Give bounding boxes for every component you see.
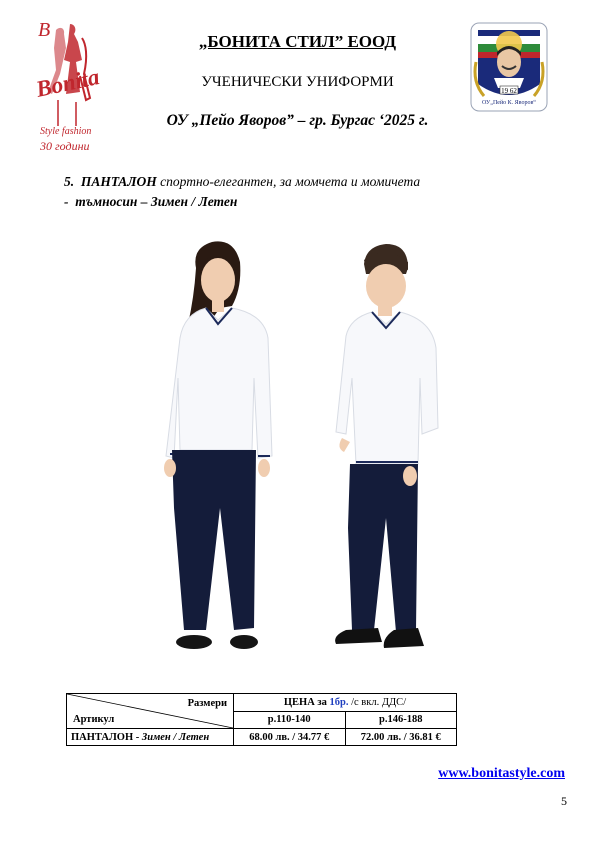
sizes-header: Размери	[187, 698, 227, 709]
variant-prefix: -	[64, 194, 69, 209]
table-corner-header	[67, 694, 234, 729]
product-description: спортно-елегантен, за момчета и момичета	[160, 174, 421, 189]
price-size-2: 72.00 лв. / 36.81 €	[345, 729, 457, 746]
size-range-1: р.110-140	[234, 711, 346, 729]
website-link[interactable]: www.bonitastyle.com	[438, 766, 565, 781]
price-header-vat: /с вкл. ДДС/	[348, 696, 407, 708]
emblem-caption: ОУ„Пейо К. Яворов“	[482, 100, 536, 106]
table-row	[67, 729, 457, 746]
article-name-label: ПАНТАЛОН -	[71, 731, 142, 743]
logo-mark: B	[38, 19, 51, 41]
article-name	[67, 729, 234, 746]
price-header	[234, 694, 457, 712]
price-size-1: 68.00 лв. / 34.77 €	[234, 729, 346, 746]
product-variant	[64, 194, 237, 210]
price-header-unit: 1бр.	[329, 696, 349, 708]
logo-years: 30 години	[40, 139, 90, 153]
emblem-year: 19 62	[501, 87, 517, 95]
page-number: 5	[561, 794, 567, 808]
article-variant: Зимен / Летен	[141, 731, 210, 743]
product-name: ПАНТАЛОН	[80, 174, 157, 189]
variant-text: тъмносин – Зимен / Летен	[75, 194, 238, 209]
catalog-subtitle: УЧЕНИЧЕСКИ УНИФОРМИ	[201, 74, 394, 90]
logo-name: Bonita	[33, 64, 102, 102]
product-number: 5.	[64, 174, 75, 189]
size-range-2: р.146-188	[345, 711, 457, 729]
price-header-label: ЦЕНА за	[283, 696, 330, 708]
product-heading	[64, 174, 420, 190]
girl-figure	[164, 241, 272, 649]
school-title: ОУ „Пейо Яворов” – гр. Бургас ‘2025 г.	[166, 112, 429, 129]
product-photo	[150, 228, 450, 668]
company-name: „БОНИТА СТИЛ” ЕООД	[198, 32, 397, 51]
boy-figure	[335, 244, 438, 648]
price-table	[66, 693, 457, 746]
logo-tagline: Style fashion	[40, 126, 92, 137]
article-header: Артикул	[73, 714, 115, 725]
uniform-models-image	[150, 228, 450, 668]
